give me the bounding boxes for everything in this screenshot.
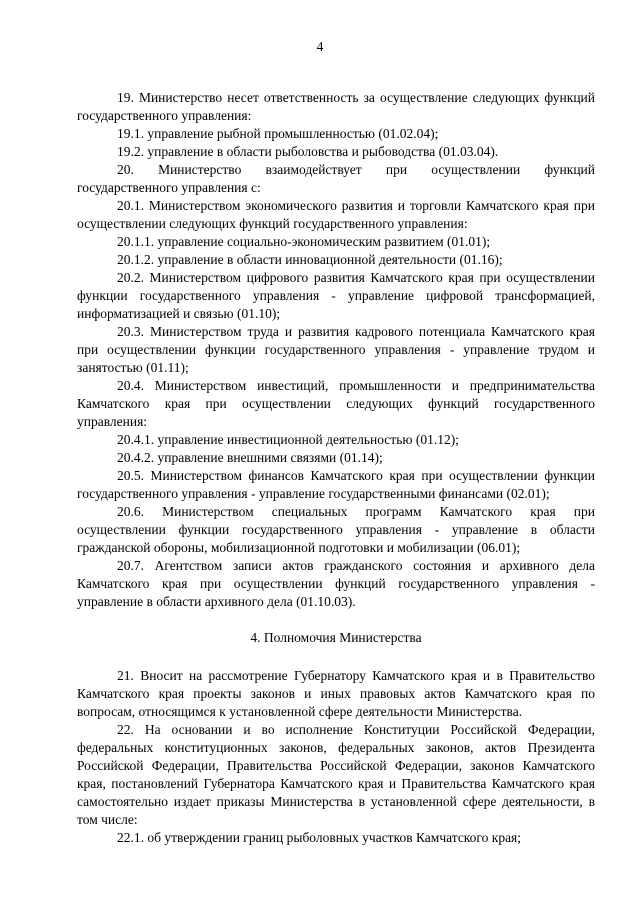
paragraph-20-3: 20.3. Министерством труда и развития кадрового потенциала Камчатского края при осуществлении функции государственного управления - управление трудом и занятостью (01.11); [77,324,595,375]
paragraph-21: 21. Вносит на рассмотрение Губернатору Камчатского края и в Правительство Камчатского края проекты законов и иных правовых актов Камчатского края по вопросам, относящимся к установленной сфере деятельности Министерства. [77,668,595,719]
paragraph-20-4: 20.4. Министерством инвестиций, промышленности и предпринимательства Камчатского края при осуществлении следующих функций государственного управления: [77,378,595,429]
page-number: 4 [316,39,324,54]
paragraph-20-1: 20.1. Министерством экономического развития и торговли Камчатского края при осуществлении следующих функций государственного управления: [77,198,595,231]
paragraph-20-1-2: 20.1.2. управление в области инновационной деятельности (01.16); [117,252,503,267]
paragraph-20-2: 20.2. Министерством цифрового развития Камчатского края при осуществлении функции государственного управления - управление цифровой трансформацией, информатизацией и связью (01.10); [77,270,595,321]
paragraph-19: 19. Министерство несет ответственность за осуществление следующих функций государственного управления: [77,90,595,123]
paragraph-19-1: 19.1. управление рыбной промышленностью (01.02.04); [117,126,439,141]
document-body [77,89,595,847]
paragraph-20-4-1: 20.4.1. управление инвестиционной деятельностью (01.12); [117,432,459,447]
paragraph-20-5: 20.5. Министерством финансов Камчатского края при осуществлении функции государственного управления - управление государственными финансами (02.01); [77,468,595,501]
spacer [77,611,595,629]
spacer [77,647,595,667]
paragraph-20-1-1: 20.1.1. управление социально-экономическим развитием (01.01); [117,234,491,249]
paragraph-20-7: 20.7. Агентством записи актов гражданского состояния и архивного дела Камчатского края при осуществлении функций государственного управления - управление в области архивного дела (01.10.03). [77,558,595,609]
section-heading: 4. Полномочия Министерства [250,630,422,645]
paragraph-22: 22. На основании и во исполнение Конституции Российской Федерации, федеральных конституционных законов, федеральных законов, актов Президента Российской Федерации, Правительства Российской Федерации, законов Камчатского края, постановлений Губернатора Камчатского края и Правительства Камчатского края самостоятельно издает приказы Министерства в установленной сфере деятельности, в том числе: [77,722,595,827]
paragraph-20: 20. Министерство взаимодействует при осуществлении функций государственного управления с: [77,162,595,195]
paragraph-19-2: 19.2. управление в области рыболовства и рыбоводства (01.03.04). [117,144,499,159]
paragraph-20-4-2: 20.4.2. управление внешними связями (01.14); [117,450,383,465]
paragraph-22-1: 22.1. об утверждении границ рыболовных участков Камчатского края; [117,830,522,845]
paragraph-20-6: 20.6. Министерством специальных программ Камчатского края при осуществлении функции государственного управления - управление в области гражданской обороны, мобилизационной подготовки и мобилизации (06.01); [77,504,595,555]
